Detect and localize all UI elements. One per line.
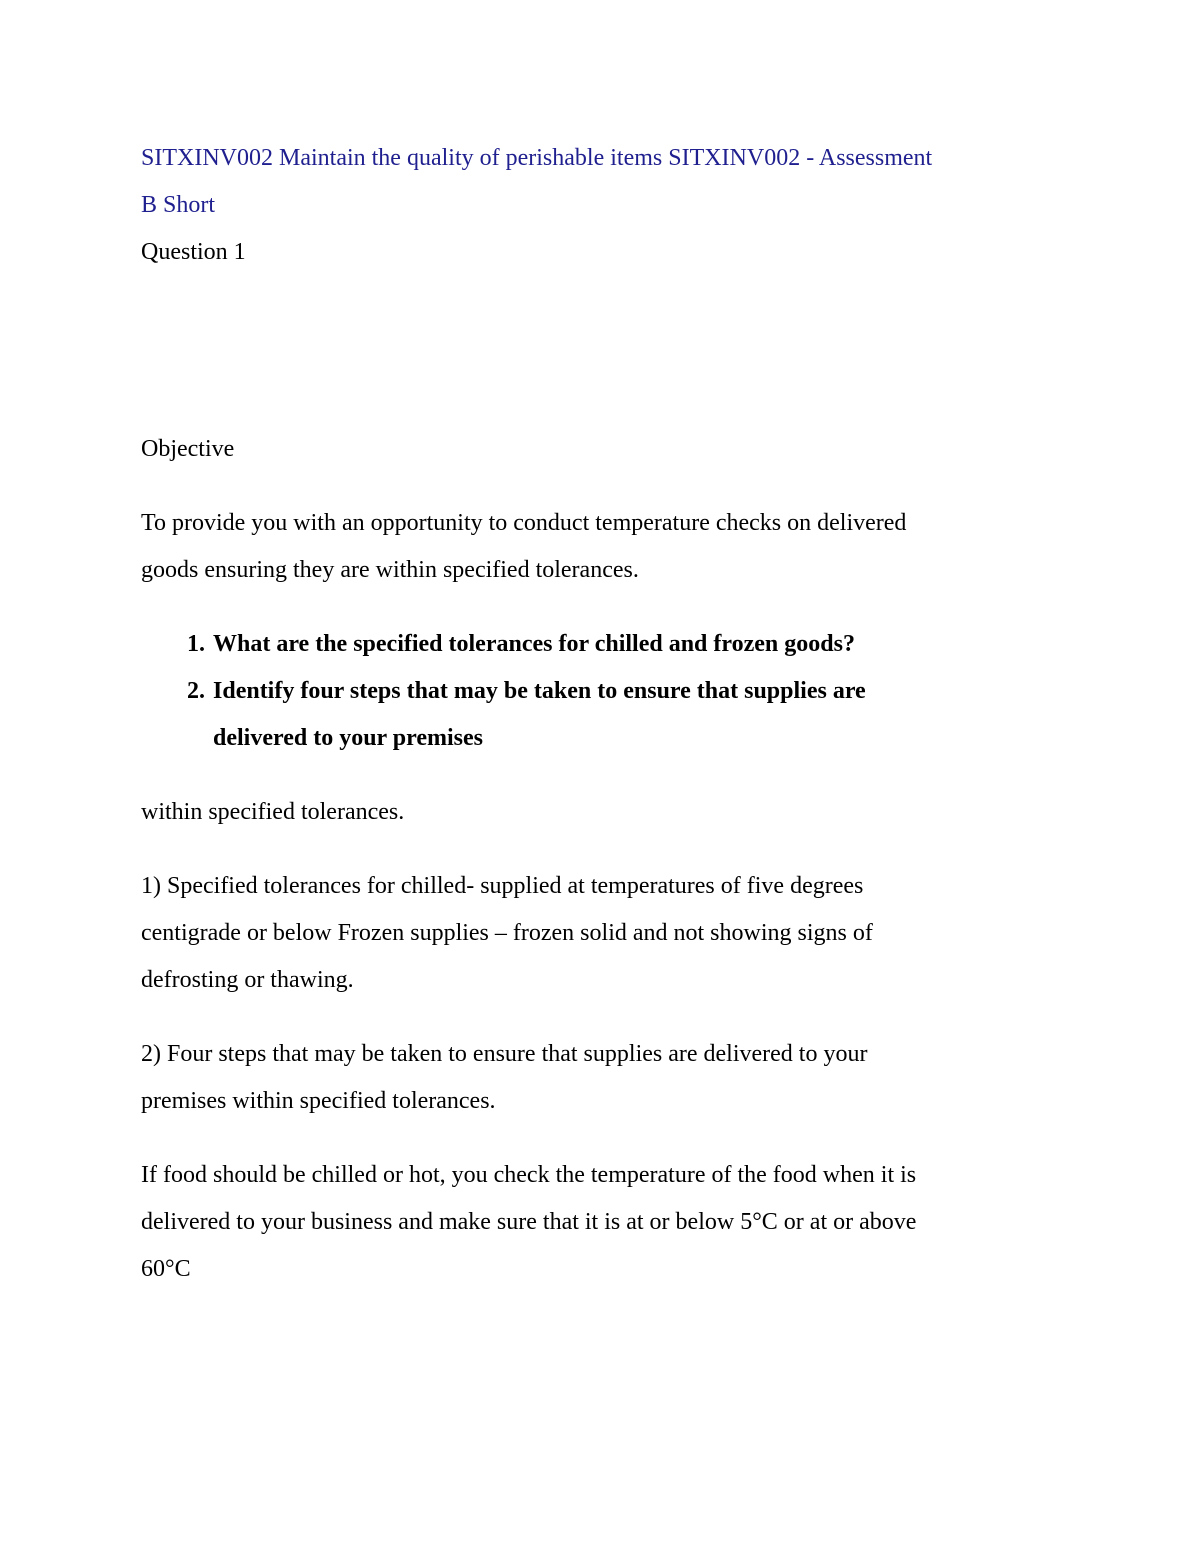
spacer bbox=[141, 1004, 1061, 1031]
question-item bbox=[211, 668, 1061, 762]
objective-text-line-2: goods ensuring they are within specified tolerances. bbox=[141, 557, 639, 583]
question-list bbox=[141, 621, 1061, 762]
document-body bbox=[141, 135, 1061, 1293]
question-text-line-1: Identify four steps that may be taken to ensure that supplies are bbox=[213, 678, 866, 704]
answer-2-line-2: premises within specified tolerances. bbox=[141, 1088, 496, 1114]
answer-3-line-2: delivered to your business and make sure that it is at or below 5°C or at or above bbox=[141, 1209, 917, 1235]
question-item bbox=[211, 621, 1061, 668]
spacer bbox=[141, 836, 1061, 863]
answer-1 bbox=[141, 863, 1061, 1004]
answer-2 bbox=[141, 1031, 1061, 1125]
objective-text bbox=[141, 500, 1061, 594]
answer-3-line-3: 60°C bbox=[141, 1256, 191, 1282]
spacer bbox=[141, 473, 1061, 500]
answer-3-line-1: If food should be chilled or hot, you check the temperature of the food when it is bbox=[141, 1162, 917, 1188]
spacer bbox=[141, 594, 1061, 621]
answer-3 bbox=[141, 1152, 1061, 1293]
objective-heading: Objective bbox=[141, 436, 235, 462]
title-line-1: SITXINV002 Maintain the quality of perishable items SITXINV002 - Assessment bbox=[141, 145, 933, 171]
title-line-2: B Short bbox=[141, 192, 216, 218]
spacer bbox=[141, 276, 1061, 426]
spacer bbox=[141, 762, 1061, 789]
continuation-text: within specified tolerances. bbox=[141, 799, 405, 825]
objective-text-line-1: To provide you with an opportunity to conduct temperature checks on delivered bbox=[141, 510, 907, 536]
question-text: What are the specified tolerances for chilled and frozen goods? bbox=[213, 631, 855, 657]
answer-1-line-3: defrosting or thawing. bbox=[141, 967, 354, 993]
answer-2-line-1: 2) Four steps that may be taken to ensure that supplies are delivered to your bbox=[141, 1041, 868, 1067]
spacer bbox=[141, 1125, 1061, 1152]
question-text-line-2: delivered to your premises bbox=[213, 725, 483, 751]
answer-1-line-1: 1) Specified tolerances for chilled- supplied at temperatures of five degrees bbox=[141, 873, 864, 899]
document-title bbox=[141, 135, 1061, 229]
question-heading: Question 1 bbox=[141, 239, 246, 265]
answer-1-line-2: centigrade or below Frozen supplies – frozen solid and not showing signs of bbox=[141, 920, 873, 946]
